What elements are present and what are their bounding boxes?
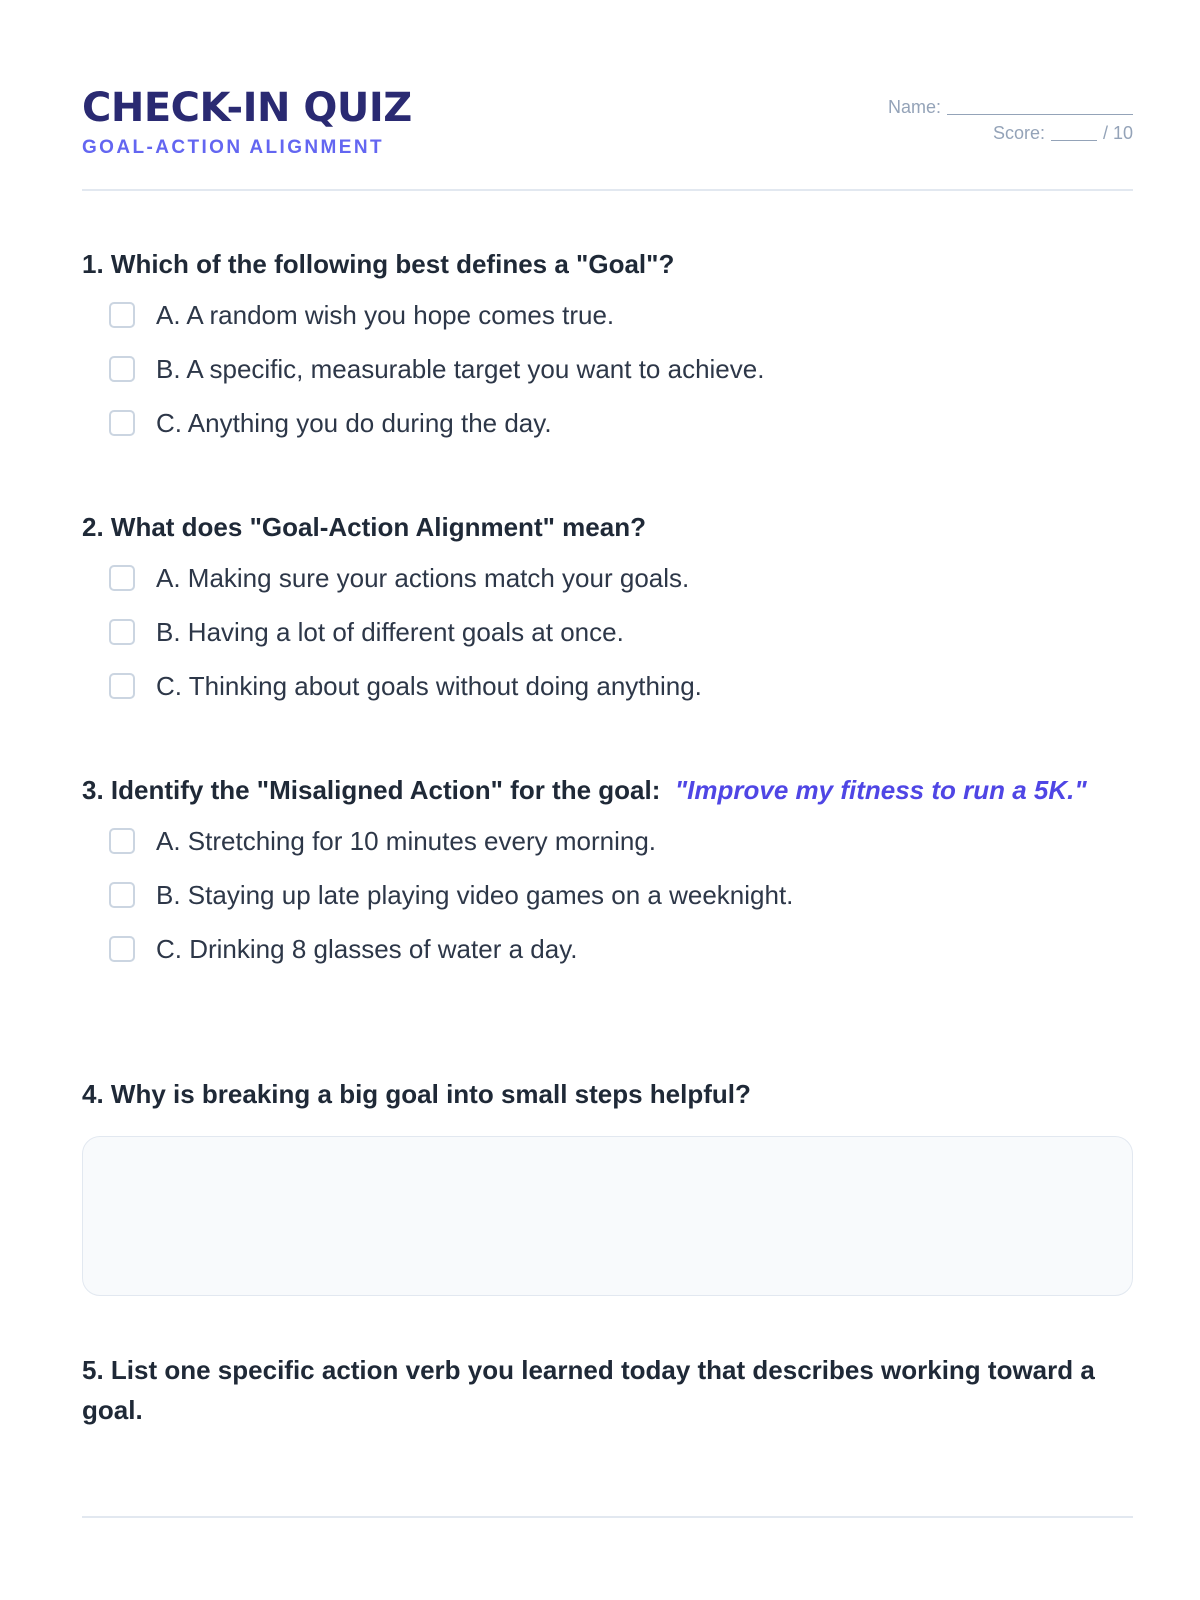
checkbox[interactable] (109, 882, 135, 908)
option-label: A. Making sure your actions match your goals. (156, 563, 690, 593)
checkbox[interactable] (109, 302, 135, 328)
quiz-header (82, 0, 1133, 192)
question-1-options (82, 292, 1133, 454)
page-subtitle: GOAL-ACTION ALIGNMENT (82, 137, 384, 158)
question-3 (82, 770, 1133, 980)
name-blank-field[interactable] (947, 100, 1133, 115)
name-row (888, 94, 1133, 120)
option-item[interactable] (82, 926, 1133, 980)
option-item[interactable] (82, 609, 1133, 663)
page-title: CHECK-IN QUIZ (82, 85, 412, 131)
option-label: C. Drinking 8 glasses of water a day. (156, 934, 578, 964)
question-5 (82, 1350, 1133, 1430)
footer-divider (82, 1516, 1133, 1518)
option-label: A. Stretching for 10 minutes every morning. (156, 826, 657, 856)
option-item[interactable] (82, 346, 1133, 400)
question-2-text: 2. What does "Goal-Action Alignment" mean? (82, 512, 646, 542)
option-item[interactable] (82, 555, 1133, 609)
option-label: A. A random wish you hope comes true. (156, 300, 615, 330)
goal-quote: "Improve my fitness to run a 5K." (674, 775, 1087, 805)
question-5-text: 5. List one specific action verb you learned today that describes working toward a goal. (82, 1355, 1095, 1425)
option-label: B. Staying up late playing video games on a weeknight. (156, 880, 794, 910)
name-label: Name: (887, 97, 941, 117)
option-item[interactable] (82, 292, 1133, 346)
score-label: Score: (992, 123, 1045, 143)
option-label: C. Thinking about goals without doing anything. (156, 671, 702, 701)
question-1 (82, 244, 1133, 454)
question-3-options (82, 818, 1133, 980)
question-4-text: 4. Why is breaking a big goal into small steps helpful? (82, 1079, 751, 1109)
question-2 (82, 507, 1133, 717)
option-label: C. Anything you do during the day. (156, 408, 552, 438)
question-3-text (82, 770, 1133, 810)
header-divider (82, 189, 1133, 191)
question-4 (82, 1074, 1133, 1114)
option-label: B. Having a lot of different goals at once. (156, 617, 624, 647)
option-item[interactable] (82, 872, 1133, 926)
checkbox[interactable] (109, 936, 135, 962)
option-label: B. A specific, measurable target you want to achieve. (156, 354, 765, 384)
question-1-text: 1. Which of the following best defines a "Goal"? (82, 249, 675, 279)
quiz-page (82, 0, 1133, 1425)
option-item[interactable] (82, 818, 1133, 872)
checkbox[interactable] (109, 356, 135, 382)
checkbox[interactable] (109, 828, 135, 854)
question-2-options (82, 555, 1133, 717)
answer-textarea[interactable] (82, 1136, 1133, 1296)
checkbox[interactable] (109, 410, 135, 436)
checkbox[interactable] (109, 619, 135, 645)
score-total: / 10 (1102, 123, 1133, 143)
question-3-prompt: 3. Identify the "Misaligned Action" for the goal: (82, 775, 661, 805)
student-info (888, 94, 1133, 146)
checkbox[interactable] (109, 565, 135, 591)
score-row (888, 120, 1133, 146)
option-item[interactable] (82, 663, 1133, 717)
score-blank-field[interactable] (1051, 126, 1097, 141)
checkbox[interactable] (109, 673, 135, 699)
option-item[interactable] (82, 400, 1133, 454)
